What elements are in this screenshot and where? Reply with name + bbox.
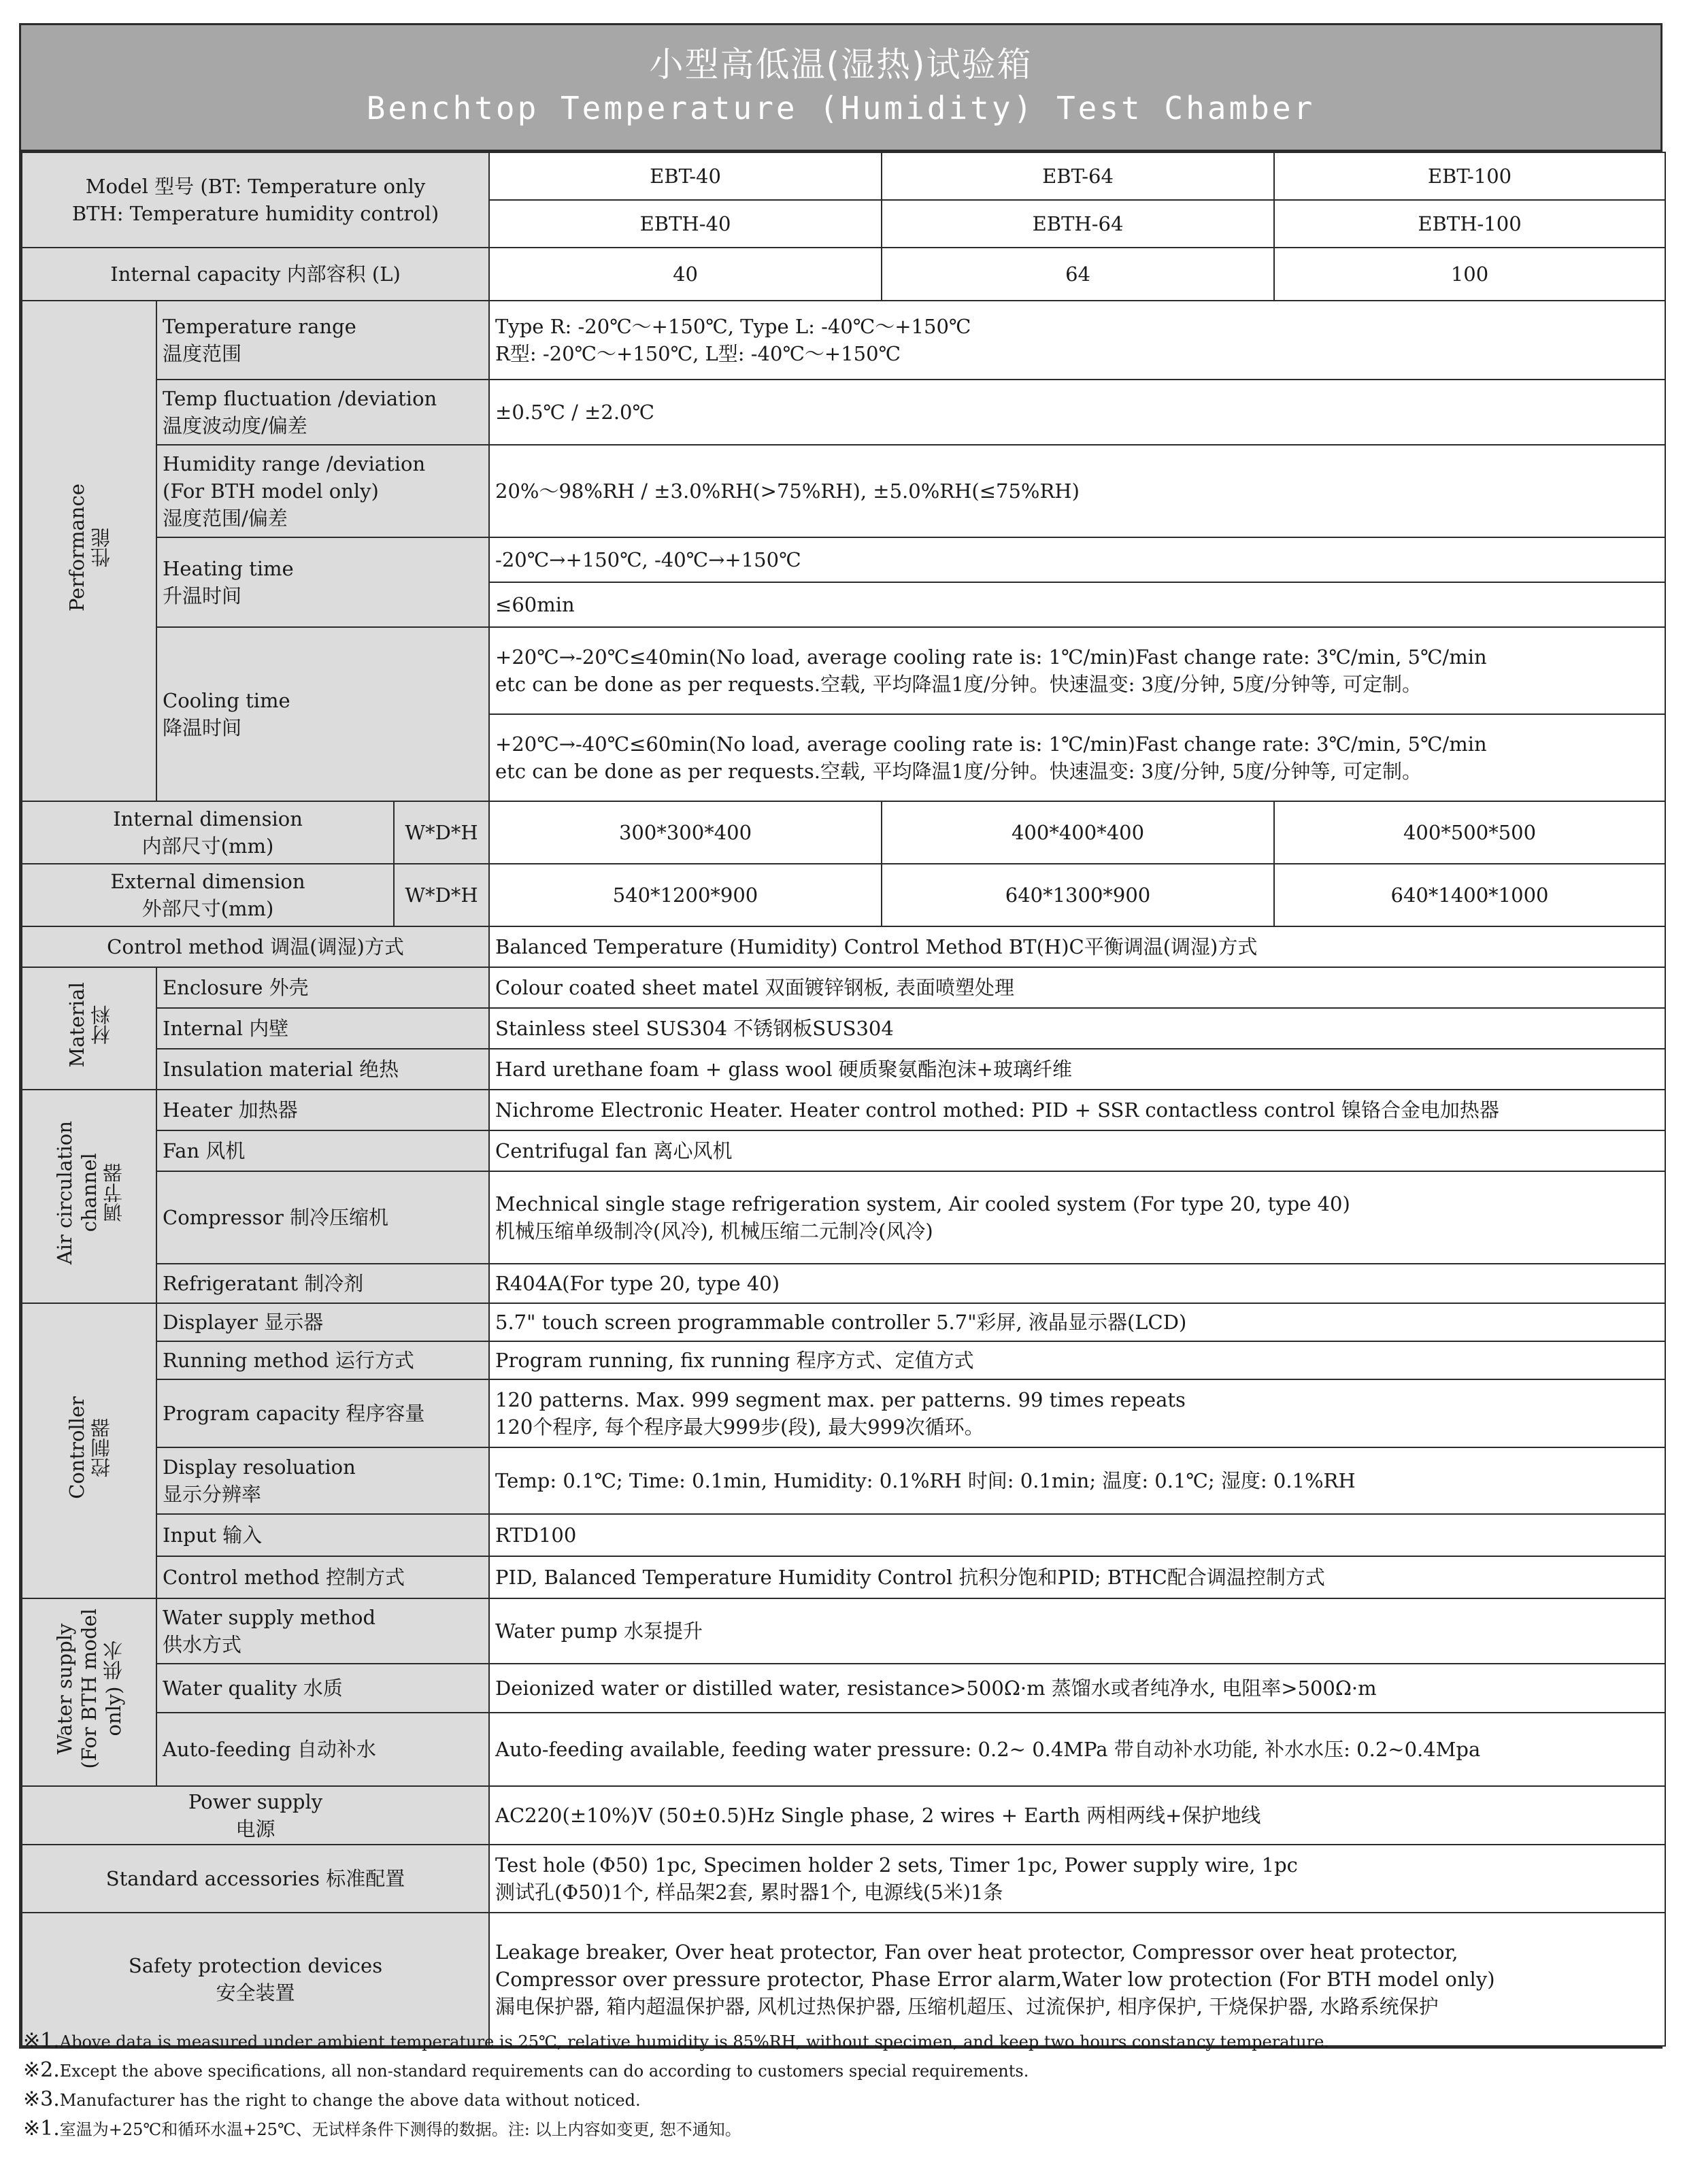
controller-row [22,1447,1665,1514]
water-label: Water quality 水质 [156,1664,489,1713]
heating-value-time: ≤60min [489,582,1665,627]
water-label: Water supply method 供水方式 [156,1598,489,1664]
controller-value: 120 patterns. Max. 999 segment max. per patterns. 99 times repeats 120个程序, 每个程序最大999步(段), 最大999次循环。 [489,1379,1665,1447]
internal-dimension-label: Internal dimension 内部尺寸(mm) [22,801,394,864]
controller-group-label: Controller 控制器 [22,1303,156,1598]
water-row [22,1713,1665,1786]
water-group-label: Water supply (For BTH model only) 供水 [22,1598,156,1786]
cooling-value-2: +20℃→-40℃≤60min(No load, average cooling rate is: 1℃/min)Fast change rate: 3℃/min, 5℃/min etc can be done as per requests.空载, 平均降温1度/分钟。快速温变: 3度/分钟, 5度/分钟等, 可定制。 [489,714,1665,801]
cooling-row-1 [22,627,1665,714]
air-value: Nichrome Electronic Heater. Heater control mothed: PID + SSR contactless control 镍铬合金电加热器 [489,1090,1665,1130]
fluctuation-value: ±0.5℃ / ±2.0℃ [489,380,1665,445]
water-row [22,1598,1665,1664]
controller-row [22,1514,1665,1556]
accessories-row [22,1845,1665,1913]
accessories-value: Test hole (Φ50) 1pc, Specimen holder 2 sets, Timer 1pc, Power supply wire, 1pc 测试孔(Φ50)1个, 样品架2套, 累时器1个, 电源线(5米)1条 [489,1845,1665,1913]
material-row [22,967,1665,1008]
heating-row [22,537,1665,582]
air-row [22,1264,1665,1303]
controller-row [22,1556,1665,1598]
footnote: ※1.室温为+25℃和循环水温+25℃、无试样条件下测得的数据。注: 以上内容如变更, 恕不通知。 [23,2117,741,2140]
model-bt-3: EBT-100 [1274,152,1665,200]
capacity-row [22,248,1665,301]
cooling-value-1: +20℃→-20℃≤40min(No load, average cooling rate is: 1℃/min)Fast change rate: 3℃/min, 5℃/min etc can be done as per requests.空载, 平均降温1度/分钟。快速温变: 3度/分钟, 5度/分钟等, 可定制。 [489,627,1665,714]
controller-label: Input 输入 [156,1514,489,1556]
controller-label: Displayer 显示器 [156,1303,489,1341]
capacity-value-1: 40 [489,248,882,301]
model-bth-1: EBTH-40 [489,200,882,248]
temp-range-row [22,301,1665,380]
water-value: Deionized water or distilled water, resistance>500Ω·m 蒸馏水或者纯净水, 电阻率>500Ω·m [489,1664,1665,1713]
controller-row [22,1303,1665,1341]
internal-dimension-1: 300*300*400 [489,801,882,864]
performance-group-label: Performance 性能 [22,301,156,801]
spec-sheet [19,23,1663,2049]
controller-value: 5.7" touch screen programmable controller 5.7"彩屏, 液晶显示器(LCD) [489,1303,1665,1341]
air-row [22,1130,1665,1171]
control-method-value: Balanced Temperature (Humidity) Control Method BT(H)C平衡调温(调湿)方式 [489,926,1665,967]
water-value: Water pump 水泵提升 [489,1598,1665,1664]
controller-label: Display resoluation 显示分辨率 [156,1447,489,1514]
air-label: Compressor 制冷压缩机 [156,1171,489,1264]
fluctuation-label: Temp fluctuation /deviation 温度波动度/偏差 [156,380,489,445]
control-method-label: Control method 调温(调湿)方式 [22,926,489,967]
air-row [22,1090,1665,1130]
air-value: Mechnical single stage refrigeration system, Air cooled system (For type 20, type 40) 机械压缩单级制冷(风冷), 机械压缩二元制冷(风冷) [489,1171,1665,1264]
humidity-row [22,445,1665,537]
internal-dimension-2: 400*400*400 [882,801,1274,864]
heating-value-range: -20℃→+150℃, -40℃→+150℃ [489,537,1665,582]
controller-value: Temp: 0.1℃; Time: 0.1min, Humidity: 0.1%RH 时间: 0.1min; 温度: 0.1℃; 湿度: 0.1%RH [489,1447,1665,1514]
model-bth-3: EBTH-100 [1274,200,1665,248]
title-banner [21,25,1660,152]
controller-value: PID, Balanced Temperature Humidity Control 抗积分饱和PID; BTHC配合调温控制方式 [489,1556,1665,1598]
water-label: Auto-feeding 自动补水 [156,1713,489,1786]
water-row [22,1664,1665,1713]
controller-row [22,1379,1665,1447]
external-dimension-label: External dimension 外部尺寸(mm) [22,864,394,926]
material-label: Insulation material 绝热 [156,1049,489,1090]
model-label: Model 型号 (BT: Temperature only BTH: Temperature humidity control) [22,152,489,248]
power-row [22,1786,1665,1845]
air-value: R404A(For type 20, type 40) [489,1264,1665,1303]
controller-value: RTD100 [489,1514,1665,1556]
material-group-label: Material 材料 [22,967,156,1090]
model-bth-2: EBTH-64 [882,200,1274,248]
air-value: Centrifugal fan 离心风机 [489,1130,1665,1171]
material-row [22,1008,1665,1049]
air-label: Refrigeratant 制冷剂 [156,1264,489,1303]
internal-dimension-unit: W*D*H [394,801,489,864]
air-row [22,1171,1665,1264]
controller-label: Program capacity 程序容量 [156,1379,489,1447]
controller-value: Program running, fix running 程序方式、定值方式 [489,1341,1665,1379]
external-dimension-3: 640*1400*1000 [1274,864,1665,926]
external-dimension-unit: W*D*H [394,864,489,926]
material-row [22,1049,1665,1090]
material-value: Hard urethane foam + glass wool 硬质聚氨酯泡沫+玻璃纤维 [489,1049,1665,1090]
footnote: ※3.Manufacturer has the right to change the above data without noticed. [23,2087,641,2111]
controller-label: Running method 运行方式 [156,1341,489,1379]
capacity-label: Internal capacity 内部容积 (L) [22,248,489,301]
material-label: Internal 内壁 [156,1008,489,1049]
safety-label: Safety protection devices 安全装置 [22,1913,489,2046]
safety-row [22,1913,1665,2046]
external-dimension-1: 540*1200*900 [489,864,882,926]
model-bt-2: EBT-64 [882,152,1274,200]
capacity-value-2: 64 [882,248,1274,301]
power-value: AC220(±10%)V (50±0.5)Hz Single phase, 2 wires + Earth 两相两线+保护地线 [489,1786,1665,1845]
model-bt-1: EBT-40 [489,152,882,200]
model-row-bt [22,152,1665,200]
footnote: ※2.Except the above specifications, all non-standard requirements can do according to customers special requirements. [23,2058,1029,2082]
external-dimension-2: 640*1300*900 [882,864,1274,926]
material-label: Enclosure 外壳 [156,967,489,1008]
external-dimension-row [22,864,1665,926]
capacity-value-3: 100 [1274,248,1665,301]
material-value: Colour coated sheet matel 双面镀锌钢板, 表面喷塑处理 [489,967,1665,1008]
controller-label: Control method 控制方式 [156,1556,489,1598]
cooling-label: Cooling time 降温时间 [156,627,489,801]
accessories-label: Standard accessories 标准配置 [22,1845,489,1913]
control-method-row [22,926,1665,967]
water-value: Auto-feeding available, feeding water pressure: 0.2~ 0.4MPa 带自动补水功能, 补水水压: 0.2~0.4Mpa [489,1713,1665,1786]
power-label: Power supply 电源 [22,1786,489,1845]
internal-dimension-row [22,801,1665,864]
safety-value: Leakage breaker, Over heat protector, Fan over heat protector, Compressor over heat protector, Compressor over pressure protector, Phase Error alarm,Water low protection (For BTH model only) 漏电保护器, 箱内超温保护器, 风机过热保护器, 压缩机超压、过流保护, 相序保护, 干烧保护器, 水路系统保护 [489,1913,1665,2046]
fluctuation-row [22,380,1665,445]
controller-row [22,1341,1665,1379]
title-cn: 小型高低温(湿热)试验箱 [649,45,1033,84]
humidity-label: Humidity range /deviation (For BTH model only) 湿度范围/偏差 [156,445,489,537]
title-en: Benchtop Temperature (Humidity) Test Chamber [366,90,1316,127]
temp-range-label: Temperature range 温度范围 [156,301,489,380]
footnotes [23,2027,1663,2144]
air-label: Heater 加热器 [156,1090,489,1130]
footnote: ※1.Above data is measured under ambient temperature is 25℃, relative humidity is 85%RH, without specimen, and keep two hours constancy temperature. [23,2029,1329,2053]
spec-table [21,152,1666,2047]
humidity-value: 20%～98%RH / ±3.0%RH(>75%RH), ±5.0%RH(≤75%RH) [489,445,1665,537]
material-value: Stainless steel SUS304 不锈钢板SUS304 [489,1008,1665,1049]
internal-dimension-3: 400*500*500 [1274,801,1665,864]
heating-label: Heating time 升温时间 [156,537,489,627]
temp-range-value: Type R: -20℃～+150℃, Type L: -40℃～+150℃ R型: -20℃～+150℃, L型: -40℃～+150℃ [489,301,1665,380]
air-label: Fan 风机 [156,1130,489,1171]
air-group-label: Air circulation channel 调节器 [22,1090,156,1303]
